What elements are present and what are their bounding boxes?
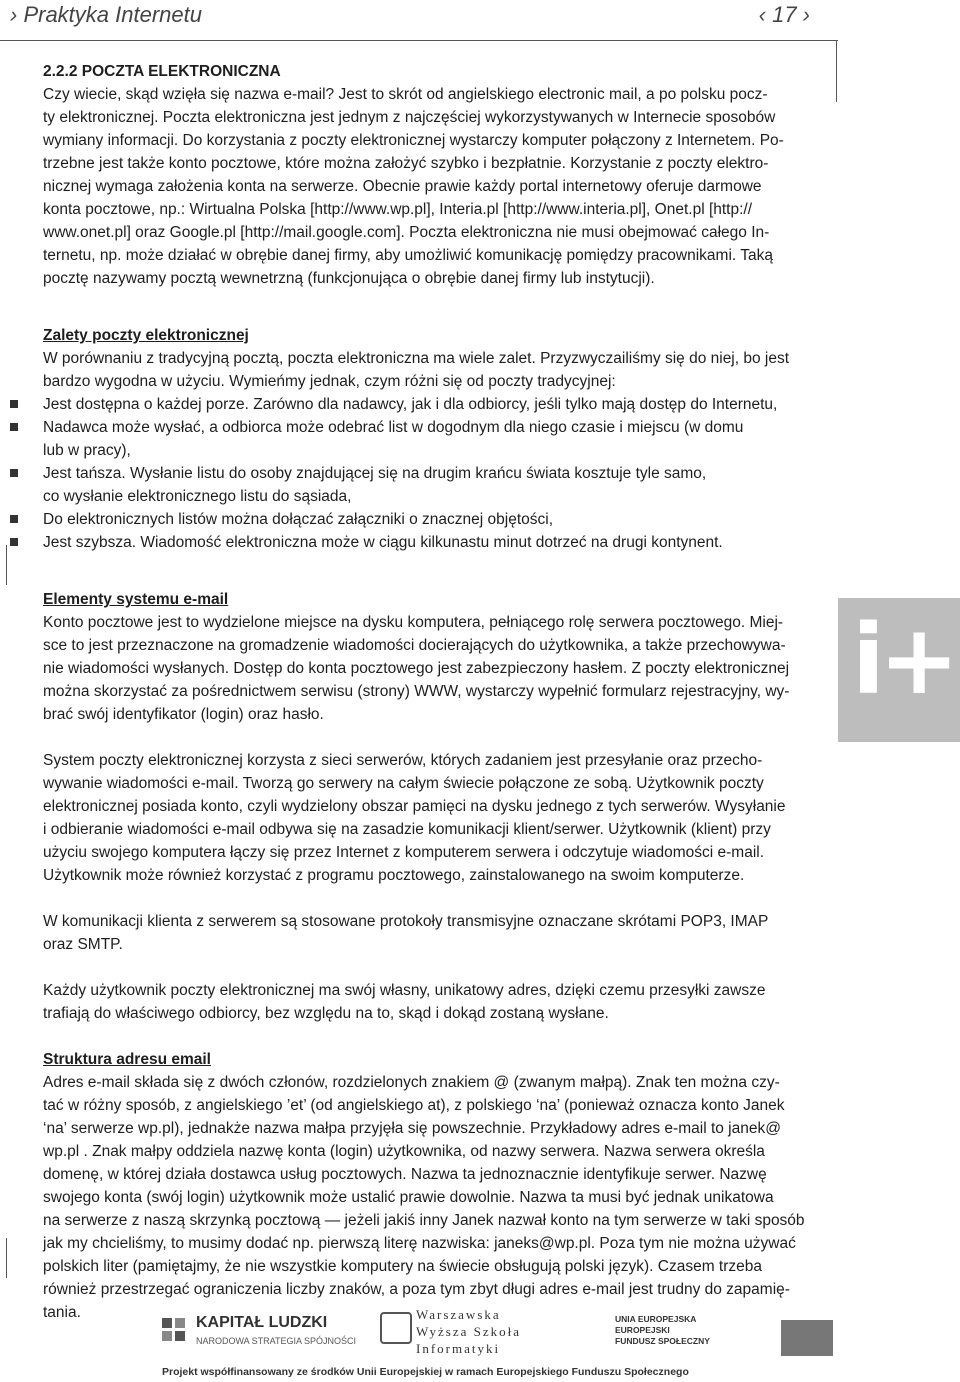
text-line: tać w różny sposób, z angielskiego ’et’ (od angielskiego at), z polskiego ‘na’ (ponieważ oznacza konto Janek (43, 1097, 785, 1114)
list-item-continuation: lub w pracy), (43, 442, 131, 459)
advantages-paragraph (43, 347, 821, 393)
structure-paragraph (43, 1071, 821, 1324)
text-line: Każdy użytkownik poczty elektronicznej ma swój własny, unikatowy adres, dzięki czemu przesyłki zawsze (43, 982, 766, 999)
eu-flag-icon (781, 1320, 833, 1356)
elements-paragraph-2 (43, 749, 821, 887)
wwsi-line: Wyższa Szkoła (416, 1324, 521, 1339)
eu-line: EUROPEJSKI (615, 1325, 670, 1335)
list-item: Do elektronicznych listów można dołączać załączniki o znacznej objętości, (43, 508, 821, 531)
text-line: użyciu swojego komputera łączy się przez Internet z komputerem serwera i odczytuje wiadomości e-mail. (43, 844, 765, 861)
list-item: Nadawca może wysłać, a odbiorca może odebrać list w dogodnym dla niego czasie i miejscu (w domu (43, 416, 821, 439)
elements-paragraph-4 (43, 979, 821, 1025)
bullet-icon (10, 423, 18, 431)
text-line: nicznej wymaga założenia konta na serwerze. Obecnie prawie każdy portal internetowy oferuje darmowe (43, 178, 762, 195)
page-header (0, 0, 960, 40)
wwsi-logo (416, 1306, 576, 1357)
text-line: tania. (43, 1304, 81, 1321)
extension-badge (838, 598, 960, 742)
text-line: pocztę nazywamy pocztą wewnetrzną (funkcjonująca o obrębie danej firmy lub instytucji). (43, 270, 655, 287)
footer-logos (160, 1300, 950, 1382)
text-line: elektronicznej posiada konto, czyli wydzielony obszar pamięci na dysku jednego z tych serwerów. Wysyłanie (43, 798, 786, 815)
text-line: konta pocztowe, np.: Wirtualna Polska [http://www.wp.pl], Interia.pl [http://www.interia.pl], Onet.pl [http:// (43, 201, 753, 218)
bullet-icon (10, 515, 18, 523)
kapital-ludzki-logo (160, 1314, 360, 1364)
wwsi-icon (380, 1312, 412, 1344)
list-item-continuation: co wysłanie elektronicznego listu do sąsiada, (43, 488, 352, 505)
text-line: W porównaniu z tradycyjną pocztą, poczta elektroniczna ma wiele zalet. Przyzwyczailiśmy się do niej, bo jest (43, 350, 790, 367)
text-line: Adres e-mail składa się z dwóch członów, rozdzielonych znakiem @ (zwanym małpą). Znak ten można czy- (43, 1074, 780, 1091)
text-line: www.onet.pl] oraz Google.pl [http://mail.google.com]. Poczta elektroniczna nie musi obejmować całego In- (43, 224, 770, 241)
advantages-list (43, 393, 821, 554)
eu-line: FUNDUSZ SPOŁECZNY (615, 1336, 710, 1346)
margin-mark (6, 545, 7, 585)
text-line: Konto pocztowe jest to wydzielone miejsce na dysku komputera, pełniącego rolę serwera pocztowego. Miej- (43, 614, 784, 631)
elements-paragraph-1 (43, 611, 821, 726)
list-item: Jest szybsza. Wiadomość elektroniczna może w ciągu kilkunastu minut dotrzeć na drugi kontynent. (43, 531, 821, 554)
text-line: System poczty elektronicznej korzysta z sieci serwerów, których zadaniem jest przesyłanie oraz przecho- (43, 752, 763, 769)
text-line: sce to jest przeznaczone na gromadzenie wiadomości docierających do użytkownika, a także przechowywa- (43, 637, 786, 654)
funding-note: Projekt współfinansowany ze środków Unii Europejskiej w ramach Europejskiego Funduszu Społecznego (162, 1366, 689, 1378)
kapital-ludzki-sub: NARODOWA STRATEGIA SPÓJNOŚCI (196, 1336, 357, 1346)
margin-mark (6, 1238, 7, 1278)
bullet-icon (10, 469, 18, 477)
wwsi-line: Warszawska (416, 1307, 501, 1322)
eu-line: UNIA EUROPEJSKA (615, 1314, 697, 1324)
intro-paragraph (43, 83, 821, 290)
bullet-icon (10, 400, 18, 408)
text-line: i odbieranie wiadomości e-mail odbywa się na zasadzie komunikacji klient/serwer. Użytkownik (klient) przy (43, 821, 771, 838)
eu-logo (615, 1314, 765, 1347)
text-line: swojego konta (swój login) użytkownik może ustalić prawie dowolnie. Nazwa ta musi być jednak unikatowa (43, 1189, 774, 1206)
text-line: jak my chcieliśmy, to musimy dodać np. pierwszą literę nazwiska: janeks@wp.pl. Poza tym nie można używać (43, 1235, 796, 1252)
text-line: bardzo wygodna w użyciu. Wymieńmy jednak, czym różni się od poczty tradycyjnej: (43, 373, 616, 390)
text-line: Czy wiecie, skąd wzięła się nazwa e-mail? Jest to skrót od angielskiego electronic mail, a po polsku pocz- (43, 86, 768, 103)
kapital-ludzki-icon (160, 1316, 188, 1344)
structure-heading: Struktura adresu email (43, 1051, 211, 1068)
text-line: wywanie wiadomości e-mail. Tworzą go serwery na całym świecie połączone ze sobą. Użytkownik poczty (43, 775, 764, 792)
text-line: oraz SMTP. (43, 936, 123, 953)
text-line: na serwerze z naszą skrzynką pocztową — jeżeli jakiś inny Janek nazwał konto na tym serwerze w taki sposób (43, 1212, 805, 1229)
text-line: również przestrzegać ograniczenia liczby znaków, a poza tym zbyt długi adres e-mail jest trudny do zapamię- (43, 1281, 790, 1298)
section-heading: 2.2.2 POCZTA ELEKTRONICZNA (43, 63, 281, 80)
text-line: wp.pl . Znak małpy oddziela nazwę konta (login) użytkownika, od nazwy serwera. Nazwa serwera określa (43, 1143, 765, 1160)
page-number: ‹ 17 › (758, 2, 810, 27)
header-rule (0, 40, 838, 41)
text-line: można skorzystać za pośrednictwem serwisu (strony) WWW, wystarczy wypełnić formularz rejestracyjny, wy- (43, 683, 790, 700)
badge-label: i+ (852, 604, 954, 716)
text-line: nie wiadomości wysłanych. Dostęp do konta pocztowego jest zabezpieczony hasłem. Z poczty elektronicznej (43, 660, 790, 677)
text-line: polskich liter (pamiętajmy, że nie wszystkie komputery na świecie obsługują polski język). Czasem trzeba (43, 1258, 763, 1275)
document-body (43, 60, 821, 1324)
header-corner-rule (836, 40, 837, 102)
text-line: Użytkownik może również korzystać z programu pocztowego, zainstalowanego na swoim komputerze. (43, 867, 745, 884)
text-line: wymiany informacji. Do korzystania z poczty elektronicznej wystarczy komputer połączony z Internetem. Po- (43, 132, 784, 149)
text-line: domenę, w której działa dostawca usług pocztowych. Nazwa ta jednoznacznie identyfikuje serwer. Nazwę (43, 1166, 767, 1183)
elements-paragraph-3 (43, 910, 821, 956)
list-item: Jest tańsza. Wysłanie listu do osoby znajdującej się na drugim krańcu świata kosztuje tyle samo, (43, 462, 821, 485)
bullet-icon (10, 538, 18, 546)
text-line: ternetu, np. może działać w obrębie danej firmy, aby umożliwić komunikację pomiędzy pracownikami. Taką (43, 247, 773, 264)
text-line: ty elektronicznej. Poczta elektroniczna jest jednym z najczęściej wykorzystywanych w Internecie sposobów (43, 109, 776, 126)
text-line: trzebne jest także konto pocztowe, które można założyć szybko i bezpłatnie. Korzystanie z poczty elektro- (43, 155, 769, 172)
text-line: W komunikacji klienta z serwerem są stosowane protokoły transmisyjne oznaczane skrótami POP3, IMAP (43, 913, 769, 930)
text-line: ‘na’ serwerze wp.pl), jednakże nazwa małpa przyjęła się powszechnie. Przykładowy adres e-mail to janek@ (43, 1120, 781, 1137)
book-title: › Praktyka Internetu (10, 2, 202, 27)
wwsi-line: Informatyki (416, 1341, 501, 1356)
elements-heading: Elementy systemu e-mail (43, 591, 229, 608)
list-item: Jest dostępna o każdej porze. Zarówno dla nadawcy, jak i dla odbiorcy, jeśli tylko mają dostęp do Internetu, (43, 393, 821, 416)
text-line: brać swój identyfikator (login) oraz hasło. (43, 706, 324, 723)
text-line: trafiają do właściwego odbiorcy, bez względu na to, skąd i dokąd zostaną wysłane. (43, 1005, 609, 1022)
advantages-heading: Zalety poczty elektronicznej (43, 327, 249, 344)
kapital-ludzki-name: KAPITAŁ LUDZKI (196, 1314, 328, 1331)
